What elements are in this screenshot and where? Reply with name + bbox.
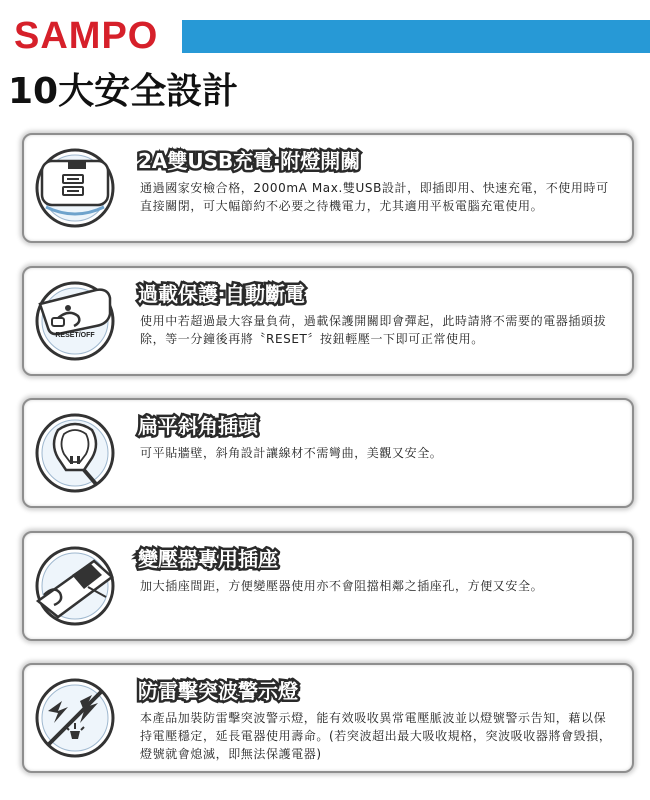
feature-title: 變壓器專用插座 (138, 547, 278, 571)
icon-caption: RESET/OFF (55, 332, 95, 339)
feature-card-surge (22, 663, 634, 773)
feature-description: 可平貼牆壁，斜角設計讓線材不需彎曲，美觀又安全。 (140, 446, 443, 460)
lightning-prohibited-icon (34, 677, 116, 759)
feature-description: 使用中若超過最大容量負荷，過載保護開關即會彈起，此時請將不需要的電器插頭拔除，等一分鐘後再將〝RESET〞按鈕輕壓一下即可正常使用。 (140, 314, 607, 346)
feature-card-adapter (22, 531, 634, 641)
adapter-socket-icon (34, 545, 116, 627)
page-title: 10大安全設計 (8, 71, 239, 112)
reset-button-icon (34, 280, 116, 362)
feature-card-overload (22, 266, 634, 376)
feature-description: 本產品加裝防雷擊突波警示燈，能有效吸收異常電壓脈波並以燈號警示告知，藉以保持電壓穩定，延長電器使用壽命。(若突波超出最大吸收規格，突波吸收器將會毀損，燈號就會熄滅，即無法保護電器) (140, 711, 612, 761)
brand-logo: SAMPO (14, 15, 159, 57)
feature-description: 加大插座間距，方便變壓器使用亦不會阻擋相鄰之插座孔，方便又安全。 (140, 579, 544, 593)
feature-title: 扁平斜角插頭 (138, 414, 258, 438)
feature-description: 通過國家安檢合格，2000mA Max.雙USB設計，即插即用、快速充電，不使用時可直接關閉，可大幅節約不必要之待機電力，尤其適用平板電腦充電使用。 (140, 181, 609, 213)
flat-plug-icon (34, 412, 116, 494)
brand-accent-bar (182, 20, 650, 53)
feature-card-flat-plug (22, 398, 634, 508)
usb-socket-icon (34, 147, 116, 229)
feature-title: 防雷擊突波警示燈 (138, 679, 298, 703)
feature-title: 2A雙USB充電‧附燈開關 (138, 149, 361, 173)
feature-title: 過載保護‧自動斷電 (138, 282, 305, 306)
feature-card-usb (22, 133, 634, 243)
